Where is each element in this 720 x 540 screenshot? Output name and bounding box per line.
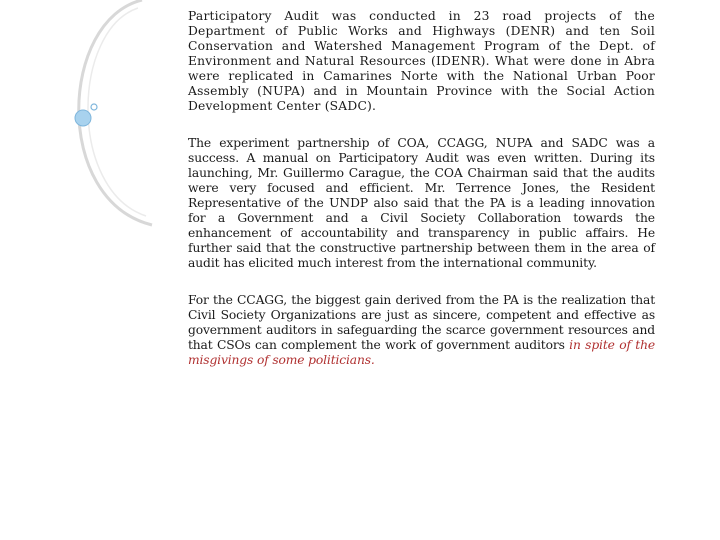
ornament-dot-large-icon bbox=[75, 110, 91, 126]
ornament-arc-icon bbox=[79, 0, 152, 225]
paragraph-experiment-partnership: The experiment partnership of COA, CCAGG, NUPA and SADC was a success. A manual on Participatory Audit was even written. During its launching, Mr. Guillermo Carague, the COA Chairman said that the audits were very focused and efficient. Mr. Terrence Jones, the Resident Representative of the UNDP also said that the PA is a leading innovation for a Government and a Civil Society Collaboration towards the enhancement of accountability and transparency in public affairs. He further said that the constructive partnership between them in the area of audit has elicited much interest from the international community. bbox=[188, 136, 655, 270]
paragraph-participatory-audit: Participatory Audit was conducted in 23 road projects of the Department of Public Works and Highways (DENR) and ten Soil Conservation and Watershed Management Program of the Dept. of Environment and Natural Resources (IDENR). What were done in Abra were replicated in Camarines Norte with the National Urban Poor Assembly (NUPA) and in Mountain Province with the Social Action Development Center (SADC). bbox=[188, 9, 655, 113]
paragraph-ccagg-gain bbox=[188, 293, 655, 368]
slide-body bbox=[188, 9, 655, 390]
ornament-dot-small-icon bbox=[91, 104, 97, 110]
paragraph-ccagg-gain-text: For the CCAGG, the biggest gain derived from the PA is the realization that Civil Society Organizations are just as sincere, competent and effective as government auditors in safeguarding the scarce government resources and that CSOs can complement the work of government auditors bbox=[188, 293, 655, 352]
highlighted-phrase: in spite of the misgivings of some politicians. bbox=[188, 338, 655, 367]
decorative-arc-ornament bbox=[0, 0, 160, 540]
